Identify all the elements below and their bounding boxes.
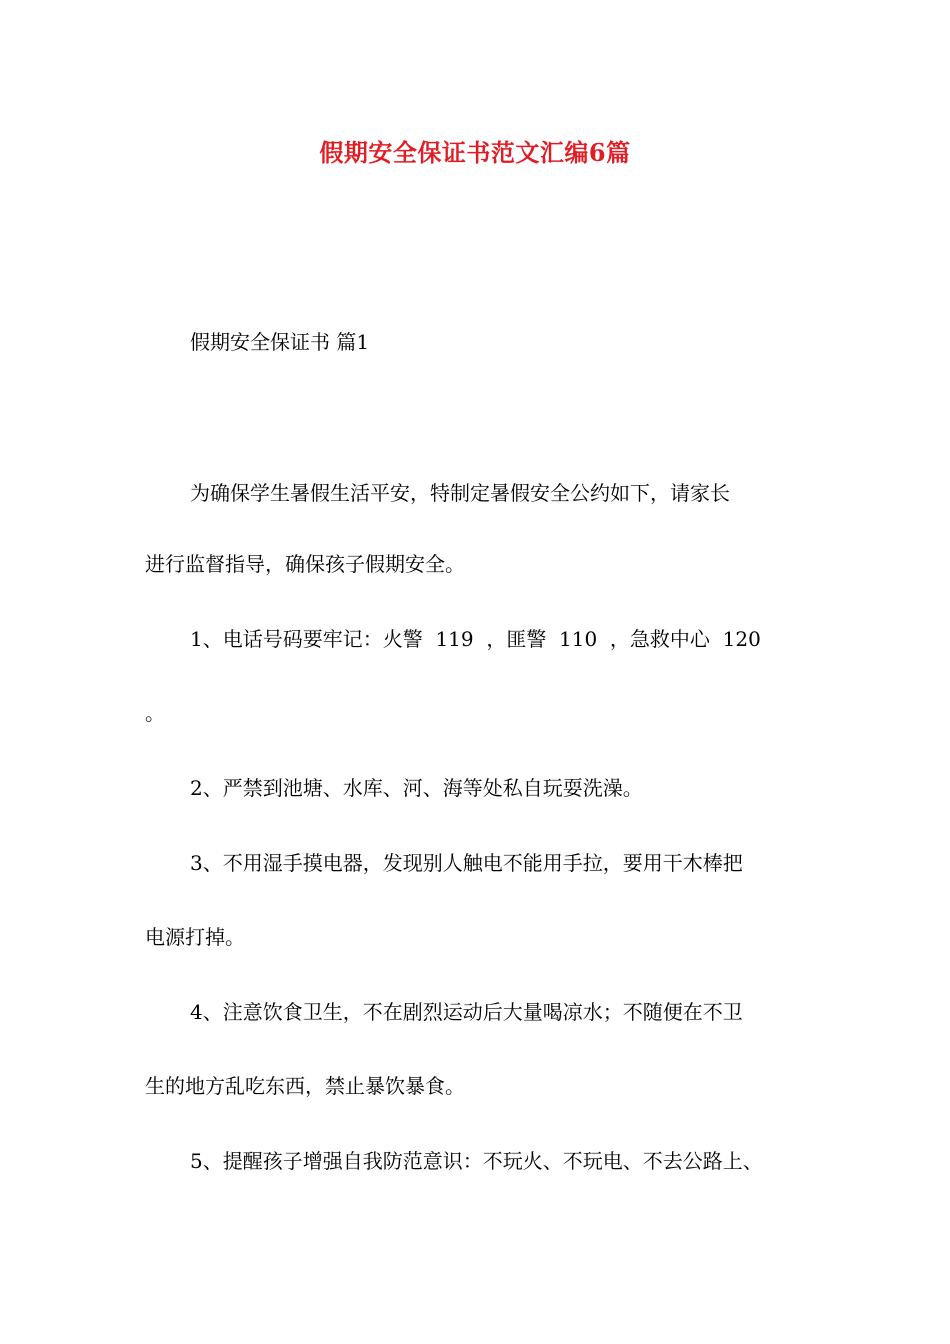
paragraph-line: 5、提醒孩子增强自我防范意识：不玩火、不玩电、不去公路上、	[190, 1149, 763, 1173]
paragraph-line: 进行监督指导，确保孩子假期安全。	[145, 552, 465, 576]
paragraph-line: 2、严禁到池塘、水库、河、海等处私自玩耍洗澡。	[190, 776, 643, 800]
section-heading: 假期安全保证书 篇1	[190, 330, 370, 354]
paragraph-line: 生的地方乱吃东西，禁止暴饮暴食。	[145, 1074, 465, 1098]
paragraph-line: 1、电话号码要牢记：火警 119 ，匪警 110 ，急救中心 120	[190, 627, 761, 651]
paragraph-line: 3、不用湿手摸电器，发现别人触电不能用手拉，要用干木棒把	[190, 851, 743, 875]
paragraph-line: 4、注意饮食卫生，不在剧烈运动后大量喝凉水；不随便在不卫	[190, 1000, 743, 1024]
paragraph-line: 。	[145, 701, 165, 725]
paragraph-line: 电源打掉。	[145, 925, 245, 949]
paragraph-line: 为确保学生暑假生活平安，特制定暑假安全公约如下，请家长	[190, 481, 730, 505]
document-title: 假期安全保证书范文汇编6篇	[319, 138, 631, 167]
